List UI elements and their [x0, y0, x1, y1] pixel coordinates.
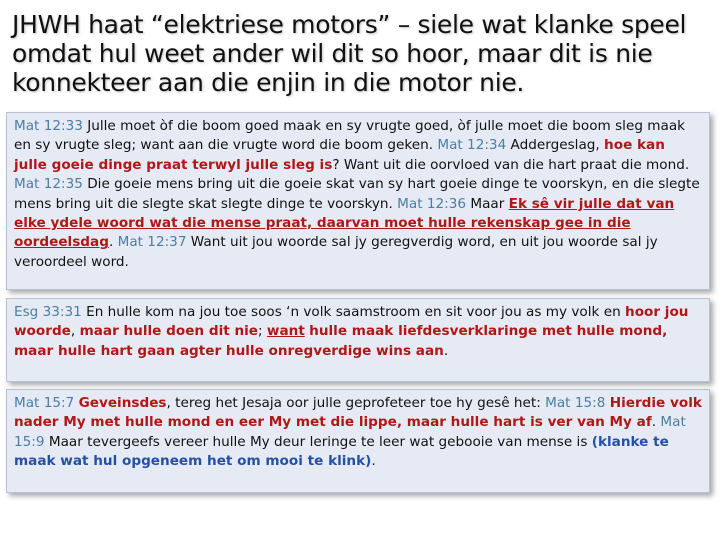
- verse-text: Julle moet òf die boom goed maak en sy vrugte goed, òf julle moet die boom sleg maak en sy vrugte sleg; want aan die vrugte word die boom geken.: [14, 118, 686, 154]
- verse-ref: Mat 15:9: [14, 414, 686, 450]
- highlight-blue: (klanke te maak wat hul opgeneem het om mooi te klink): [14, 433, 669, 470]
- verse-ref: Mat 15:8: [545, 395, 606, 411]
- verse-text: Maar tevergeefs vereer hulle My deur leringe te leer wat gebooie van mense is: [44, 433, 592, 450]
- verse-text: , tereg het Jesaja oor julle geprofeteer toe hy gesê het:: [166, 395, 546, 411]
- verse-ref: Mat 15:7: [14, 395, 75, 411]
- highlight-red: hulle maak liefdesverklaringe met hulle mond, maar hulle hart gaan agter hulle onregverdige wins aan: [14, 323, 668, 359]
- verse-text: .: [443, 342, 449, 359]
- verse-text: En hulle kom na jou toe soos ‘n volk saamstroom en sit voor jou as my volk en: [81, 304, 626, 320]
- verse-ref: Mat 12:33: [14, 118, 83, 134]
- verse-text: ? Want uit die oorvloed van die hart praat die mond.: [332, 156, 690, 173]
- slide-title: JHWH haat “elektriese motors” – siele wat klanke speel omdat hul weet ander wil dit so hoor, maar dit is nie konnekteer aan die enjin in die motor nie.: [12, 10, 687, 97]
- verse-ref: Mat 12:37: [117, 234, 187, 251]
- scripture-text: [14, 303, 702, 361]
- verse-text: .: [108, 234, 118, 251]
- verse-text: ,: [70, 323, 80, 340]
- verse-text: .: [371, 453, 376, 470]
- verse-text: Addergeslag,: [506, 137, 605, 154]
- highlight-red: Hierdie volk nader My met hulle mond en eer My met die lippe, maar hulle hart is ver van My af: [14, 395, 702, 431]
- highlight-red-underlined: want: [266, 323, 305, 340]
- verse-text: ;: [258, 323, 267, 340]
- scripture-box-ezekiel-33: [6, 298, 710, 382]
- verse-ref: Mat 12:34: [437, 137, 507, 154]
- verse-text: Maar: [466, 195, 509, 212]
- scripture-box-matthew-12: [6, 112, 710, 290]
- highlight-red: hoor jou woorde: [14, 304, 689, 340]
- highlight-red-underlined: Ek sê vir julle dat van elke ydele woord wat die mense praat, daarvan moet hulle rekenskap gee in die oordeelsdag: [14, 195, 675, 251]
- verse-ref: Mat 12:35: [14, 176, 83, 193]
- verse-text: .: [651, 414, 661, 431]
- verse-text: Want uit jou woorde sal jy geregverdig word, en uit jou woorde sal jy veroordeel word.: [14, 234, 658, 270]
- highlight-red: hoe kan julle goeie dinge praat terwyl julle sleg is: [14, 137, 665, 173]
- scripture-box-matthew-15: [6, 389, 710, 493]
- verse-ref: Esg 33:31: [14, 304, 82, 320]
- highlight-red: Geveinsdes: [78, 395, 167, 411]
- verse-text: Die goeie mens bring uit die goeie skat van sy hart goeie dinge te voorskyn, en die slegte mens bring uit die slegte skat slegte dinge te voorskyn.: [14, 176, 700, 212]
- verse-ref: Mat 12:36: [397, 195, 467, 212]
- highlight-red: maar hulle doen dit nie: [79, 323, 259, 340]
- scripture-text: [14, 117, 702, 272]
- scripture-text: [14, 394, 702, 472]
